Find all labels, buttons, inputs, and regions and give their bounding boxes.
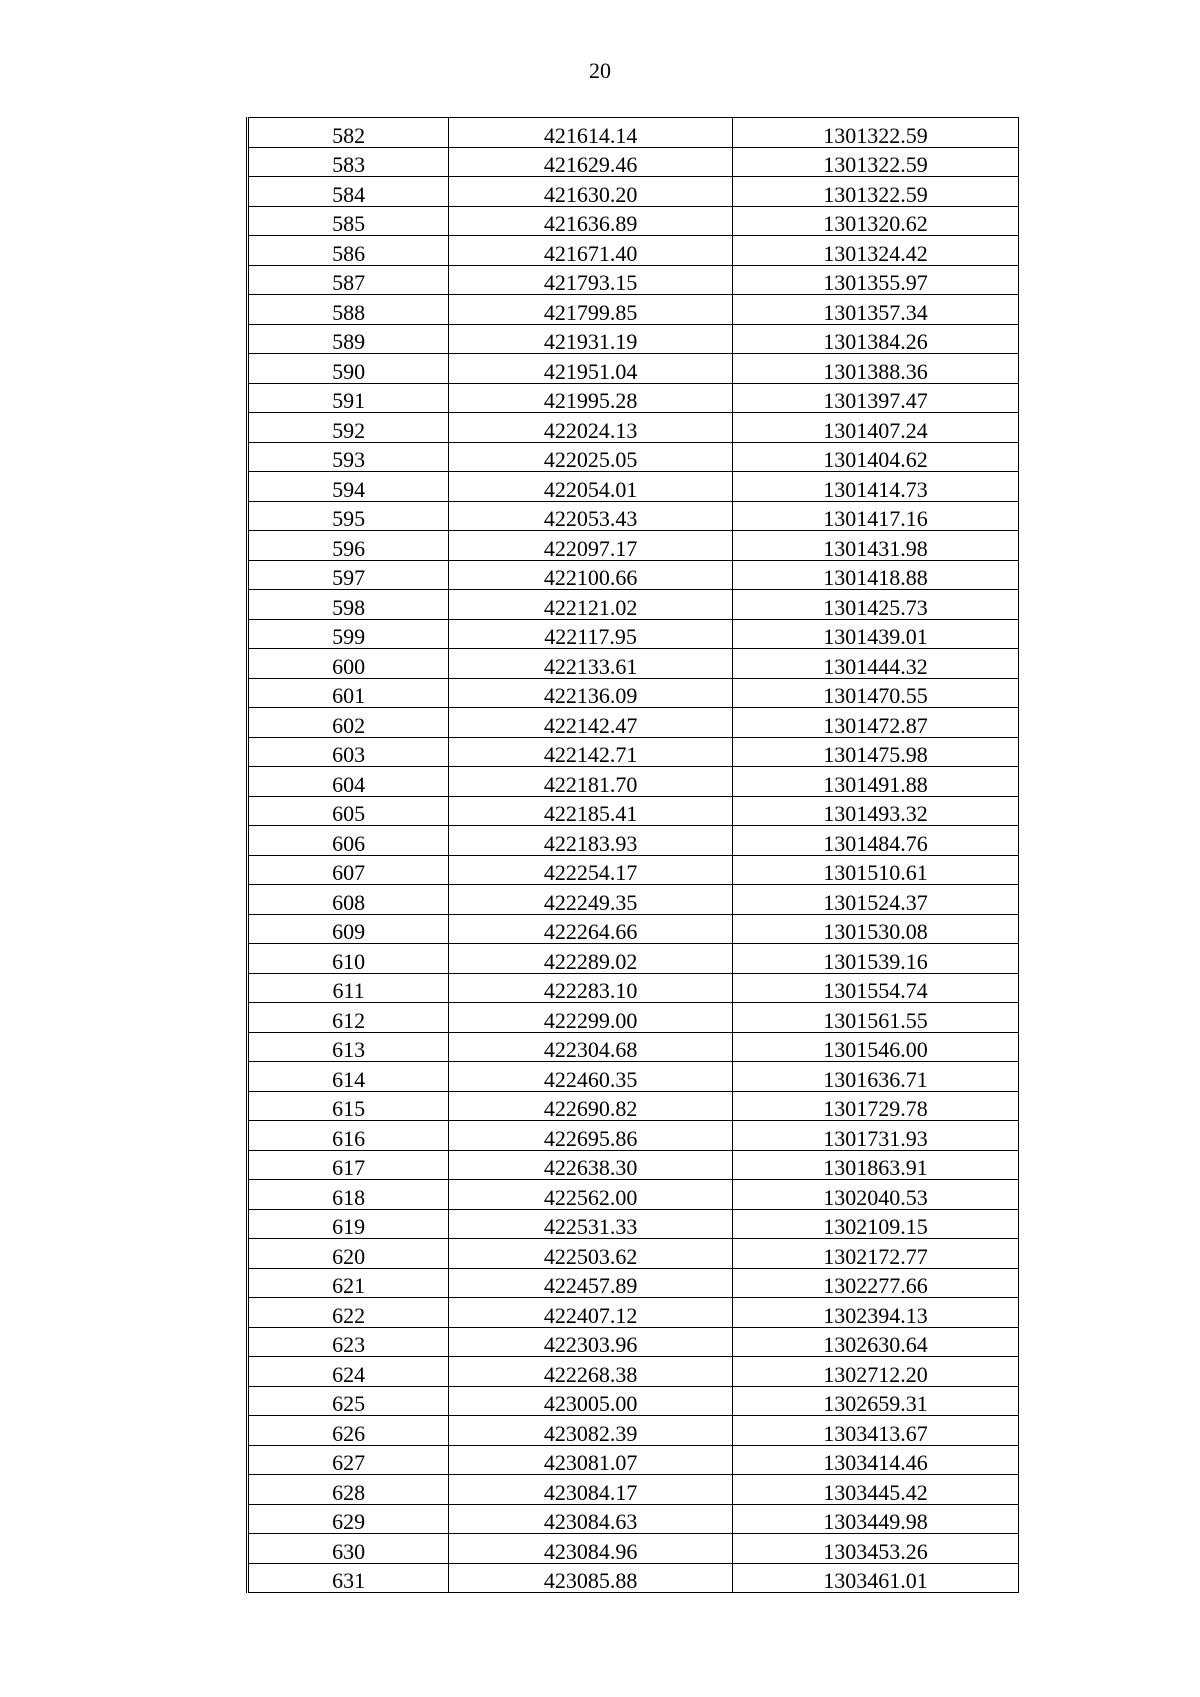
table-row <box>248 973 1019 1003</box>
point-number-cell: 612 <box>248 1003 449 1033</box>
point-number-cell: 587 <box>248 265 449 295</box>
y-coordinate-cell: 1301444.32 <box>733 649 1019 679</box>
x-coordinate-cell: 421931.19 <box>449 324 733 354</box>
y-coordinate-cell: 1301439.01 <box>733 619 1019 649</box>
y-coordinate-cell: 1301425.73 <box>733 590 1019 620</box>
point-number-cell: 592 <box>248 413 449 443</box>
table-row <box>248 265 1019 295</box>
y-coordinate-cell: 1301407.24 <box>733 413 1019 443</box>
x-coordinate-cell: 422249.35 <box>449 885 733 915</box>
x-coordinate-cell: 422268.38 <box>449 1357 733 1387</box>
table-row <box>248 1268 1019 1298</box>
x-coordinate-cell: 422142.71 <box>449 737 733 767</box>
table-row <box>248 678 1019 708</box>
y-coordinate-cell: 1302172.77 <box>733 1239 1019 1269</box>
table-row <box>248 383 1019 413</box>
y-coordinate-cell: 1301524.37 <box>733 885 1019 915</box>
table-row <box>248 1327 1019 1357</box>
point-number-cell: 594 <box>248 472 449 502</box>
table-row <box>248 295 1019 325</box>
y-coordinate-cell: 1301539.16 <box>733 944 1019 974</box>
table-row <box>248 1180 1019 1210</box>
point-number-cell: 604 <box>248 767 449 797</box>
y-coordinate-cell: 1301863.91 <box>733 1150 1019 1180</box>
y-coordinate-cell: 1301636.71 <box>733 1062 1019 1092</box>
y-coordinate-cell: 1301384.26 <box>733 324 1019 354</box>
y-coordinate-cell: 1303449.98 <box>733 1504 1019 1534</box>
y-coordinate-cell: 1301472.87 <box>733 708 1019 738</box>
y-coordinate-cell: 1301414.73 <box>733 472 1019 502</box>
table-row <box>248 767 1019 797</box>
x-coordinate-cell: 421995.28 <box>449 383 733 413</box>
point-number-cell: 598 <box>248 590 449 620</box>
x-coordinate-cell: 421671.40 <box>449 236 733 266</box>
x-coordinate-cell: 422289.02 <box>449 944 733 974</box>
x-coordinate-cell: 423005.00 <box>449 1386 733 1416</box>
point-number-cell: 630 <box>248 1534 449 1564</box>
x-coordinate-cell: 423084.96 <box>449 1534 733 1564</box>
y-coordinate-cell: 1301418.88 <box>733 560 1019 590</box>
page-number: 20 <box>589 58 611 83</box>
table-row <box>248 472 1019 502</box>
table-row <box>248 531 1019 561</box>
x-coordinate-cell: 422457.89 <box>449 1268 733 1298</box>
table-row <box>248 708 1019 738</box>
x-coordinate-cell: 423082.39 <box>449 1416 733 1446</box>
x-coordinate-cell: 422133.61 <box>449 649 733 679</box>
table-row <box>248 501 1019 531</box>
y-coordinate-cell: 1301493.32 <box>733 796 1019 826</box>
x-coordinate-cell: 422407.12 <box>449 1298 733 1328</box>
point-number-cell: 593 <box>248 442 449 472</box>
point-number-cell: 616 <box>248 1121 449 1151</box>
point-number-cell: 588 <box>248 295 449 325</box>
x-coordinate-cell: 422117.95 <box>449 619 733 649</box>
y-coordinate-cell: 1303461.01 <box>733 1563 1019 1593</box>
y-coordinate-cell: 1302630.64 <box>733 1327 1019 1357</box>
x-coordinate-cell: 422531.33 <box>449 1209 733 1239</box>
table-row <box>248 1534 1019 1564</box>
table-row <box>248 442 1019 472</box>
point-number-cell: 611 <box>248 973 449 1003</box>
table-row <box>248 1209 1019 1239</box>
y-coordinate-cell: 1302040.53 <box>733 1180 1019 1210</box>
x-coordinate-cell: 422304.68 <box>449 1032 733 1062</box>
table-row <box>248 1386 1019 1416</box>
table-row <box>248 855 1019 885</box>
x-coordinate-cell: 422024.13 <box>449 413 733 443</box>
table-row <box>248 206 1019 236</box>
point-number-cell: 589 <box>248 324 449 354</box>
y-coordinate-cell: 1302659.31 <box>733 1386 1019 1416</box>
table-row <box>248 885 1019 915</box>
y-coordinate-cell: 1301561.55 <box>733 1003 1019 1033</box>
table-row <box>248 177 1019 207</box>
point-number-cell: 626 <box>248 1416 449 1446</box>
x-coordinate-cell: 422100.66 <box>449 560 733 590</box>
point-number-cell: 627 <box>248 1445 449 1475</box>
x-coordinate-cell: 421630.20 <box>449 177 733 207</box>
point-number-cell: 602 <box>248 708 449 738</box>
x-coordinate-cell: 422264.66 <box>449 914 733 944</box>
x-coordinate-cell: 423084.17 <box>449 1475 733 1505</box>
y-coordinate-cell: 1301554.74 <box>733 973 1019 1003</box>
y-coordinate-cell: 1301397.47 <box>733 383 1019 413</box>
y-coordinate-cell: 1301729.78 <box>733 1091 1019 1121</box>
x-coordinate-cell: 422562.00 <box>449 1180 733 1210</box>
point-number-cell: 623 <box>248 1327 449 1357</box>
table-row <box>248 649 1019 679</box>
x-coordinate-cell: 422460.35 <box>449 1062 733 1092</box>
y-coordinate-cell: 1301470.55 <box>733 678 1019 708</box>
table-row <box>248 118 1019 148</box>
x-coordinate-cell: 421951.04 <box>449 354 733 384</box>
point-number-cell: 608 <box>248 885 449 915</box>
table-row <box>248 737 1019 767</box>
table-row <box>248 1062 1019 1092</box>
y-coordinate-cell: 1302277.66 <box>733 1268 1019 1298</box>
x-coordinate-cell: 422142.47 <box>449 708 733 738</box>
point-number-cell: 600 <box>248 649 449 679</box>
y-coordinate-cell: 1301404.62 <box>733 442 1019 472</box>
point-number-cell: 590 <box>248 354 449 384</box>
point-number-cell: 631 <box>248 1563 449 1593</box>
y-coordinate-cell: 1301322.59 <box>733 177 1019 207</box>
y-coordinate-cell: 1301491.88 <box>733 767 1019 797</box>
y-coordinate-cell: 1301322.59 <box>733 147 1019 177</box>
y-coordinate-cell: 1302712.20 <box>733 1357 1019 1387</box>
y-coordinate-cell: 1303445.42 <box>733 1475 1019 1505</box>
x-coordinate-cell: 422299.00 <box>449 1003 733 1033</box>
y-coordinate-cell: 1301546.00 <box>733 1032 1019 1062</box>
y-coordinate-cell: 1301320.62 <box>733 206 1019 236</box>
y-coordinate-cell: 1301324.42 <box>733 236 1019 266</box>
table-row <box>248 560 1019 590</box>
y-coordinate-cell: 1301484.76 <box>733 826 1019 856</box>
point-number-cell: 597 <box>248 560 449 590</box>
x-coordinate-cell: 422053.43 <box>449 501 733 531</box>
x-coordinate-cell: 422136.09 <box>449 678 733 708</box>
point-number-cell: 622 <box>248 1298 449 1328</box>
point-number-cell: 629 <box>248 1504 449 1534</box>
table-row <box>248 1357 1019 1387</box>
point-number-cell: 621 <box>248 1268 449 1298</box>
x-coordinate-cell: 421614.14 <box>449 118 733 148</box>
y-coordinate-cell: 1301357.34 <box>733 295 1019 325</box>
point-number-cell: 585 <box>248 206 449 236</box>
x-coordinate-cell: 422121.02 <box>449 590 733 620</box>
point-number-cell: 615 <box>248 1091 449 1121</box>
table-row <box>248 826 1019 856</box>
point-number-cell: 609 <box>248 914 449 944</box>
x-coordinate-cell: 422054.01 <box>449 472 733 502</box>
point-number-cell: 628 <box>248 1475 449 1505</box>
y-coordinate-cell: 1302394.13 <box>733 1298 1019 1328</box>
point-number-cell: 624 <box>248 1357 449 1387</box>
x-coordinate-cell: 422303.96 <box>449 1327 733 1357</box>
point-number-cell: 601 <box>248 678 449 708</box>
x-coordinate-cell: 421799.85 <box>449 295 733 325</box>
x-coordinate-cell: 422183.93 <box>449 826 733 856</box>
x-coordinate-cell: 422025.05 <box>449 442 733 472</box>
x-coordinate-cell: 422283.10 <box>449 973 733 1003</box>
x-coordinate-cell: 421636.89 <box>449 206 733 236</box>
coordinates-table-body <box>248 118 1019 1593</box>
point-number-cell: 603 <box>248 737 449 767</box>
table-row <box>248 1563 1019 1593</box>
x-coordinate-cell: 422638.30 <box>449 1150 733 1180</box>
point-number-cell: 584 <box>248 177 449 207</box>
point-number-cell: 618 <box>248 1180 449 1210</box>
x-coordinate-cell: 422254.17 <box>449 855 733 885</box>
point-number-cell: 620 <box>248 1239 449 1269</box>
point-number-cell: 613 <box>248 1032 449 1062</box>
y-coordinate-cell: 1301530.08 <box>733 914 1019 944</box>
y-coordinate-cell: 1301475.98 <box>733 737 1019 767</box>
table-row <box>248 1239 1019 1269</box>
table-row <box>248 619 1019 649</box>
coordinates-table <box>246 117 1019 1593</box>
y-coordinate-cell: 1301388.36 <box>733 354 1019 384</box>
table-row <box>248 236 1019 266</box>
point-number-cell: 617 <box>248 1150 449 1180</box>
table-row <box>248 324 1019 354</box>
table-row <box>248 413 1019 443</box>
table-row <box>248 1091 1019 1121</box>
point-number-cell: 583 <box>248 147 449 177</box>
point-number-cell: 599 <box>248 619 449 649</box>
table-row <box>248 590 1019 620</box>
x-coordinate-cell: 422695.86 <box>449 1121 733 1151</box>
y-coordinate-cell: 1301731.93 <box>733 1121 1019 1151</box>
y-coordinate-cell: 1301431.98 <box>733 531 1019 561</box>
point-number-cell: 606 <box>248 826 449 856</box>
y-coordinate-cell: 1303413.67 <box>733 1416 1019 1446</box>
point-number-cell: 614 <box>248 1062 449 1092</box>
point-number-cell: 610 <box>248 944 449 974</box>
table-row <box>248 354 1019 384</box>
y-coordinate-cell: 1301355.97 <box>733 265 1019 295</box>
table-row <box>248 147 1019 177</box>
x-coordinate-cell: 422185.41 <box>449 796 733 826</box>
table-row <box>248 1445 1019 1475</box>
table-row <box>248 1504 1019 1534</box>
x-coordinate-cell: 422503.62 <box>449 1239 733 1269</box>
y-coordinate-cell: 1303414.46 <box>733 1445 1019 1475</box>
y-coordinate-cell: 1301510.61 <box>733 855 1019 885</box>
point-number-cell: 586 <box>248 236 449 266</box>
table-row <box>248 1003 1019 1033</box>
table-row <box>248 1475 1019 1505</box>
table-row <box>248 1032 1019 1062</box>
point-number-cell: 595 <box>248 501 449 531</box>
point-number-cell: 619 <box>248 1209 449 1239</box>
table-row <box>248 914 1019 944</box>
x-coordinate-cell: 422690.82 <box>449 1091 733 1121</box>
table-row <box>248 1121 1019 1151</box>
y-coordinate-cell: 1303453.26 <box>733 1534 1019 1564</box>
point-number-cell: 607 <box>248 855 449 885</box>
x-coordinate-cell: 422097.17 <box>449 531 733 561</box>
y-coordinate-cell: 1302109.15 <box>733 1209 1019 1239</box>
table-row <box>248 1416 1019 1446</box>
x-coordinate-cell: 421793.15 <box>449 265 733 295</box>
y-coordinate-cell: 1301322.59 <box>733 118 1019 148</box>
x-coordinate-cell: 423081.07 <box>449 1445 733 1475</box>
point-number-cell: 605 <box>248 796 449 826</box>
table-row <box>248 796 1019 826</box>
point-number-cell: 625 <box>248 1386 449 1416</box>
x-coordinate-cell: 421629.46 <box>449 147 733 177</box>
table-row <box>248 1298 1019 1328</box>
y-coordinate-cell: 1301417.16 <box>733 501 1019 531</box>
table-row <box>248 944 1019 974</box>
x-coordinate-cell: 423084.63 <box>449 1504 733 1534</box>
point-number-cell: 596 <box>248 531 449 561</box>
point-number-cell: 591 <box>248 383 449 413</box>
table-row <box>248 1150 1019 1180</box>
x-coordinate-cell: 423085.88 <box>449 1563 733 1593</box>
point-number-cell: 582 <box>248 118 449 148</box>
x-coordinate-cell: 422181.70 <box>449 767 733 797</box>
